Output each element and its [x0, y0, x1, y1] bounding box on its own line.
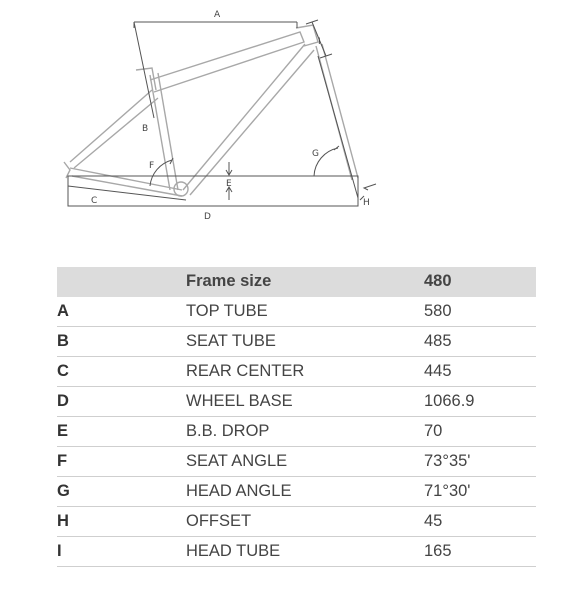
row-name: B.B. DROP: [186, 417, 424, 447]
down-tube: [183, 44, 314, 195]
row-value: 580: [424, 297, 536, 327]
row-value: 70: [424, 417, 536, 447]
chain-stay: [70, 168, 182, 196]
row-value: 445: [424, 357, 536, 387]
row-value: 165: [424, 537, 536, 567]
row-letter: E: [57, 417, 186, 447]
row-name: REAR CENTER: [186, 357, 424, 387]
row-letter: A: [57, 297, 186, 327]
head-axis-line: [318, 56, 358, 198]
row-letter: B: [57, 327, 186, 357]
row-name: HEAD ANGLE: [186, 477, 424, 507]
row-value: 45: [424, 507, 536, 537]
frame-geometry-diagram: [0, 0, 575, 240]
fork: [316, 44, 358, 180]
table-row: [57, 387, 536, 417]
row-name: SEAT TUBE: [186, 327, 424, 357]
header-frame-size-label: Frame size: [186, 267, 424, 297]
label-b: B: [142, 124, 149, 134]
row-name: WHEEL BASE: [186, 387, 424, 417]
row-value: 71°30': [424, 477, 536, 507]
label-a: A: [214, 10, 221, 20]
table-row: [57, 507, 536, 537]
row-name: OFFSET: [186, 507, 424, 537]
table-row: [57, 297, 536, 327]
table-header-row: [57, 267, 536, 297]
row-name: SEAT ANGLE: [186, 447, 424, 477]
header-frame-size-value: 480: [424, 267, 536, 297]
label-e: E: [226, 179, 232, 189]
dimension-lines: [68, 20, 376, 206]
label-d: D: [204, 212, 211, 222]
label-c: C: [91, 196, 98, 206]
geometry-table: [57, 267, 536, 567]
label-g: G: [312, 149, 319, 159]
table-row: [57, 537, 536, 567]
row-value: 485: [424, 327, 536, 357]
row-letter: G: [57, 477, 186, 507]
row-letter: C: [57, 357, 186, 387]
row-letter: D: [57, 387, 186, 417]
dim-a-line: [134, 22, 297, 28]
table-row: [57, 477, 536, 507]
table-row: [57, 327, 536, 357]
frame-geometry-svg: [0, 0, 575, 240]
table-row: [57, 357, 536, 387]
row-letter: H: [57, 507, 186, 537]
header-letter: [57, 267, 186, 297]
table-row: [57, 447, 536, 477]
row-value: 73°35': [424, 447, 536, 477]
label-h: H: [363, 198, 370, 208]
table-row: [57, 417, 536, 447]
row-name: TOP TUBE: [186, 297, 424, 327]
row-letter: I: [57, 537, 186, 567]
row-value: 1066.9: [424, 387, 536, 417]
bike-frame: [64, 25, 358, 196]
label-i: I: [318, 37, 321, 47]
label-f: F: [149, 161, 155, 171]
row-name: HEAD TUBE: [186, 537, 424, 567]
row-letter: F: [57, 447, 186, 477]
top-tube: [150, 32, 304, 92]
